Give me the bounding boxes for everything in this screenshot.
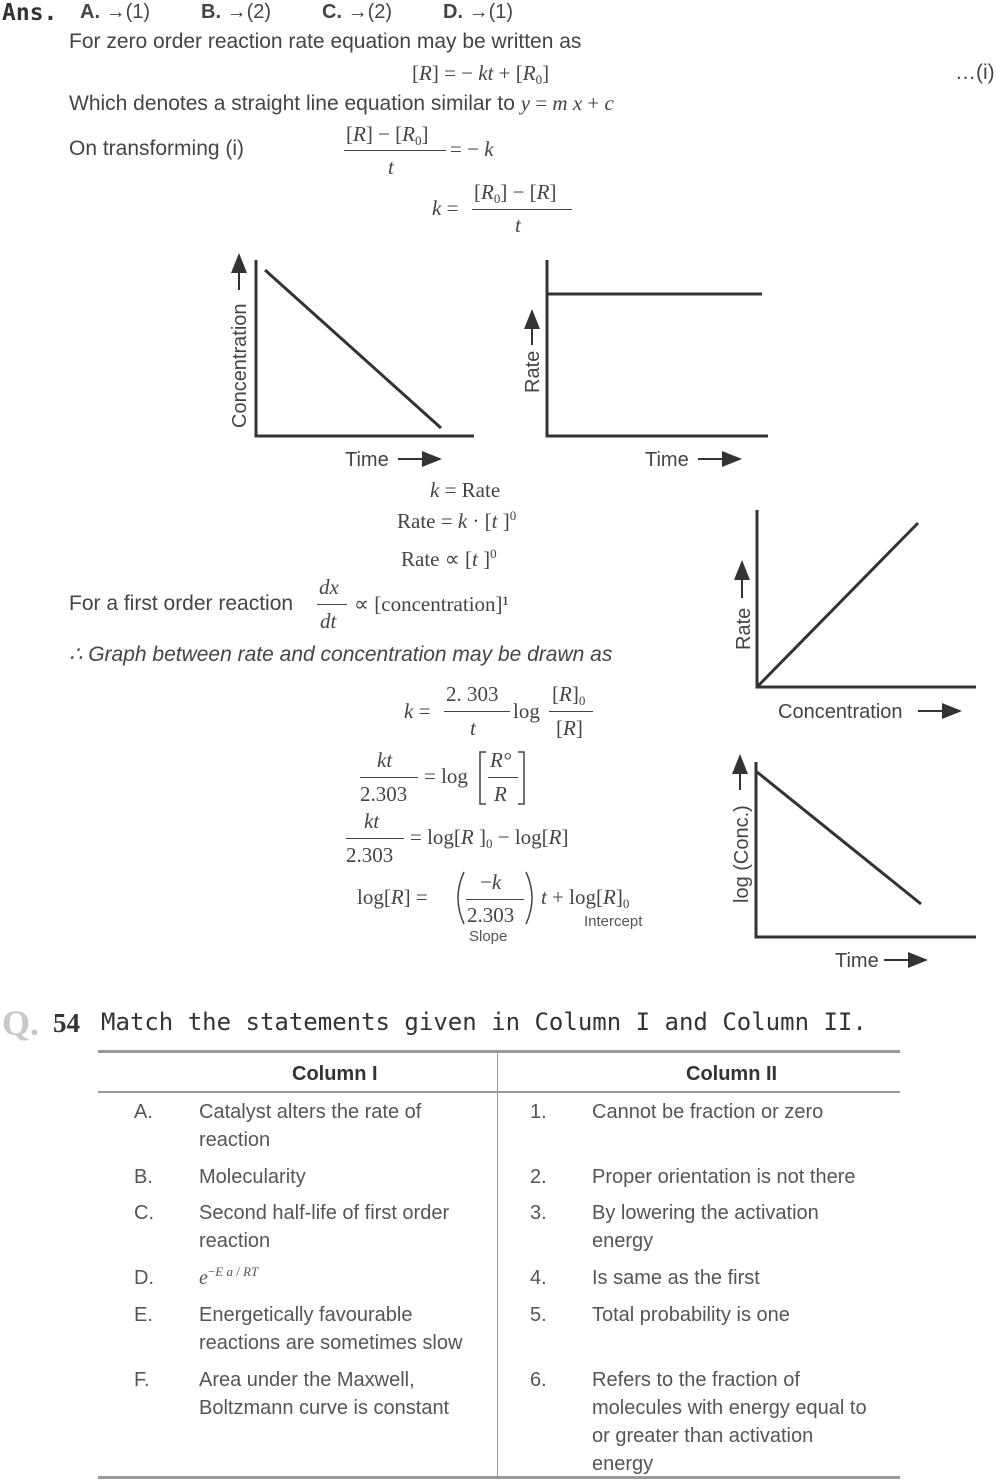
question-text: Match the statements given in Column I and Column II. [101, 1008, 867, 1036]
rate-equation: Rate = k · [t ]$^0$ [397, 508, 517, 533]
transform-numerator: $[R] - [R_0]$ [346, 122, 429, 148]
answer-item-d: D. →(1) [443, 1, 514, 23]
row-b-statement: Molecularity [199, 1166, 306, 1188]
row-1-number: 1. [530, 1101, 547, 1123]
row-a-statement: Catalyst alters the rate of reaction [199, 1101, 422, 1151]
x-axis-label: Time [835, 950, 879, 972]
k-numerator: $[R_0] - [R]$ [474, 180, 557, 206]
left-bracket [480, 752, 486, 804]
r-denominator: R [494, 782, 507, 806]
row-6-text: Refers to the fraction of molecules with energy equal to or greater than activation energy [592, 1369, 867, 1475]
dx-numerator: dx [319, 575, 339, 599]
rate-line [757, 523, 918, 687]
concentration-line [265, 270, 441, 428]
graph-statement: ∴ Graph between rate and concentration may be drawn as [69, 643, 613, 666]
dt-denominator: dt [320, 609, 337, 633]
right-bracket [518, 752, 524, 804]
axes [757, 510, 976, 687]
answer-item-b: B. →(2) [201, 1, 272, 23]
row-2-number: 2. [530, 1166, 547, 1188]
first-order-k-num: 2. 303 [446, 682, 499, 706]
transform-text: On transforming (i) [69, 137, 245, 160]
log-difference: = log[R ]$_0 - \log[R]$ [410, 825, 569, 851]
log-word-1: log [513, 699, 540, 723]
row-4-text: Is same as the first [592, 1267, 760, 1289]
row-6-number: 6. [530, 1369, 547, 1391]
intercept-term: $t + \log[R]_0$ [541, 885, 630, 911]
y-axis-label: Concentration [229, 303, 251, 428]
table-header-rule [98, 1091, 900, 1093]
log-r-lhs: log[R] = [357, 885, 428, 909]
column-1-header: Column I [292, 1063, 378, 1085]
y-axis-label: Rate [733, 607, 755, 650]
row-3-text: By lowering the activation energy [592, 1202, 819, 1252]
right-paren [526, 872, 532, 924]
row-1-text: Cannot be fraction or zero [592, 1101, 824, 1123]
k-denominator: t [515, 213, 521, 237]
axes [756, 762, 976, 937]
intercept-label: Intercept [584, 913, 643, 930]
straight-line-text: Which denotes a straight line equation similar to y = m x + c [69, 91, 614, 115]
axes [547, 260, 768, 436]
first-order-text: For a first order reaction [69, 592, 294, 615]
log-denominator-1: [R] [556, 716, 583, 740]
zero-order-intro: For zero order reaction rate equation may be written as [69, 30, 582, 53]
transform-denominator: t [388, 155, 394, 179]
first-order-k-lhs: k = [404, 699, 431, 723]
kt-fraction-line-2 [346, 838, 404, 839]
question-number: 54 [53, 1008, 80, 1038]
row-4-number: 4. [530, 1267, 547, 1289]
log-numerator-1: $[R]_0$ [552, 682, 586, 708]
slope-fraction-line [466, 899, 524, 900]
graph-zero-order-concentration [229, 255, 474, 471]
r-fraction-line [488, 777, 518, 778]
kt-numerator-1: kt [377, 748, 393, 772]
x-axis-label: Time [345, 449, 389, 471]
slope-label: Slope [469, 928, 508, 945]
row-c-letter: C. [134, 1202, 154, 1224]
row-3-number: 3. [530, 1202, 547, 1224]
row-f-letter: F. [134, 1369, 150, 1391]
table-top-rule [98, 1050, 900, 1053]
row-d-formula: $e^{-E a / RT}$ [199, 1264, 259, 1289]
row-e-letter: E. [134, 1304, 153, 1326]
graph-first-order-log [731, 756, 976, 972]
y-axis-label: log (Conc.) [731, 805, 753, 903]
row-c-statement: Second half-life of first order reaction [199, 1202, 450, 1252]
transform-rhs: = − k [450, 137, 494, 161]
kt-denominator-2: 2.303 [346, 843, 394, 867]
y-axis-label: Rate [522, 350, 544, 393]
r-naught: R° [490, 748, 512, 772]
slope-denominator: 2.303 [467, 903, 515, 927]
column-2-header: Column II [686, 1063, 778, 1085]
question-label: Q. [2, 1003, 40, 1043]
log-fraction-line-1 [549, 711, 593, 712]
k-equation-lhs: k = [432, 196, 459, 220]
log-line [757, 772, 921, 904]
first-order-k-den: t [470, 716, 476, 740]
table-column-divider [497, 1053, 498, 1476]
row-5-number: 5. [530, 1304, 547, 1326]
equation-i: [R] = − kt + $[R_0]$ [412, 61, 550, 87]
row-b-letter: B. [134, 1166, 153, 1188]
graph-first-order-rate [733, 510, 976, 723]
dxdt-fraction-line [317, 604, 347, 605]
log-equals-2: = log [424, 764, 468, 788]
answer-item-a: A. →(1) [80, 1, 151, 23]
kt-numerator-2: kt [364, 809, 380, 833]
kt-fraction-line-1 [360, 777, 418, 778]
rate-proportional: Rate ∝ [t ]$^0$ [401, 546, 497, 571]
row-d-letter: D. [134, 1267, 154, 1289]
graph-zero-order-rate [522, 260, 768, 471]
equation-ref: …(i) [955, 61, 995, 84]
x-axis-label: Concentration [778, 701, 903, 723]
row-e-statement: Energetically favourable reactions are sometimes slow [199, 1304, 463, 1354]
k-equals-rate: k = Rate [430, 478, 501, 502]
slope-numerator: −k [480, 870, 502, 894]
answer-label: Ans. [2, 0, 58, 26]
row-a-letter: A. [134, 1101, 153, 1123]
first-order-k-line [444, 711, 510, 712]
first-order-rhs: ∝ [concentration]¹ [354, 592, 509, 616]
row-f-statement: Area under the Maxwell, Boltzmann curve is constant [199, 1369, 450, 1419]
axes [256, 260, 474, 436]
row-5-text: Total probability is one [592, 1304, 790, 1326]
left-paren [458, 872, 464, 924]
row-2-text: Proper orientation is not there [592, 1166, 856, 1188]
answer-item-c: C. →(2) [322, 1, 393, 23]
kt-denominator-1: 2.303 [360, 782, 408, 806]
x-axis-label: Time [645, 449, 689, 471]
